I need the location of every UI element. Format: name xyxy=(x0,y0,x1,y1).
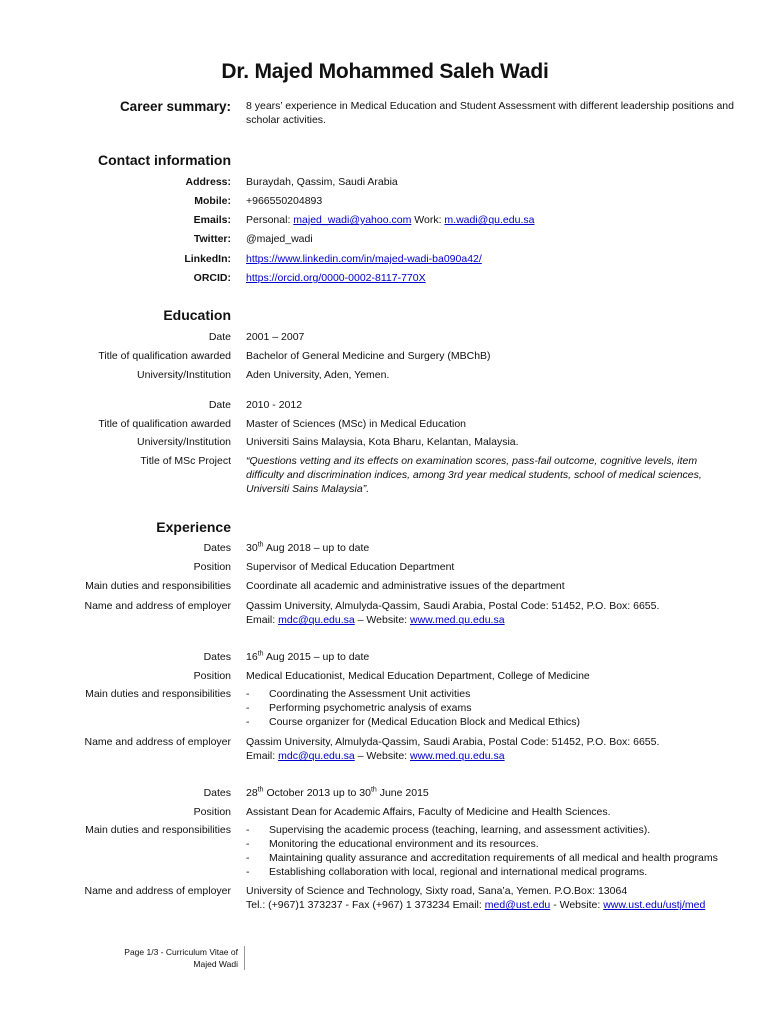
exp1-web-link[interactable]: www.med.qu.edu.sa xyxy=(410,614,505,626)
exp3-web-link[interactable]: www.ust.edu/ustj/med xyxy=(603,899,706,911)
edu2-inst: Universiti Sains Malaysia, Kota Bharu, Kelantan, Malaysia. xyxy=(246,436,519,448)
exp2-web-prefix: – Website: xyxy=(357,750,408,762)
edu1-qual-label: Title of qualification awarded xyxy=(98,350,231,362)
exp2-employer-label: Name and address of employer xyxy=(84,736,231,748)
edu2-qual-label: Title of qualification awarded xyxy=(98,418,231,430)
career-summary-label: Career summary: xyxy=(119,99,231,114)
exp2-email-link[interactable]: mdc@qu.edu.sa xyxy=(278,750,355,762)
exp2-position: Medical Educationist, Medical Education Department, College of Medicine xyxy=(246,670,590,682)
exp3-position: Assistant Dean for Academic Affairs, Faculty of Medicine and Health Sciences. xyxy=(246,806,611,818)
exp2-date-sup: th xyxy=(257,650,264,658)
exp3-employer: University of Science and Technology, Sixty road, Sana’a, Yemen. P.O.Box: 13064 xyxy=(246,885,628,897)
footer-line-1: Page 1/3 - Curriculum Vitae of xyxy=(124,947,238,957)
exp1-web-prefix: – Website: xyxy=(357,614,408,626)
education-section-title: Education xyxy=(163,307,231,323)
exp3-date-day2: 30 xyxy=(359,787,371,799)
duty-item: - Establishing collaboration with local, regional and international medical programs. xyxy=(246,865,736,879)
exp1-date-day: 30 xyxy=(246,542,258,554)
edu2-project: “Questions vetting and its effects on examination scores, pass-fail outcome, cognitive levels, item difficulty and discrimination indices, among 3rd year medical students, school of medical sciences, Universiti Sains Malaysia”. xyxy=(246,455,702,495)
exp3-tel: Tel.: (+967)1 373237 - Fax (+967) 1 373234 Email: xyxy=(246,899,482,911)
exp1-email-prefix: Email: xyxy=(246,614,276,626)
edu1-qual: Bachelor of General Medicine and Surgery (MBChB) xyxy=(246,350,491,362)
personal-email-link[interactable]: majed_wadi@yahoo.com xyxy=(293,214,412,226)
edu2-qual: Master of Sciences (MSc) in Medical Education xyxy=(246,418,467,430)
edu2-date: 2010 - 2012 xyxy=(246,399,303,411)
exp3-duties-label: Main duties and responsibilities xyxy=(85,824,231,836)
exp1-employer-label: Name and address of employer xyxy=(84,600,231,612)
work-email-prefix: Work: xyxy=(414,214,442,226)
exp3-date-rest: June 2015 xyxy=(376,787,429,799)
edu1-date: 2001 – 2007 xyxy=(246,331,305,343)
duty-item: - Course organizer for (Medical Education Block and Medical Ethics) xyxy=(246,715,736,729)
edu1-inst: Aden University, Aden, Yemen. xyxy=(246,369,390,381)
exp2-duties-list xyxy=(246,687,736,729)
edu2-date-label: Date xyxy=(208,399,231,411)
experience-section-title: Experience xyxy=(156,519,231,535)
linkedin-link[interactable]: https://www.linkedin.com/in/majed-wadi-ba090a42/ xyxy=(246,253,482,265)
exp3-date-sup2: th xyxy=(370,786,377,794)
exp3-date-sup: th xyxy=(257,786,264,794)
exp1-duties-label: Main duties and responsibilities xyxy=(85,580,231,592)
exp1-dates xyxy=(246,541,736,555)
mobile-label: Mobile: xyxy=(194,195,231,207)
exp3-web-prefix: - Website: xyxy=(553,899,601,911)
duty-item: - Performing psychometric analysis of exams xyxy=(246,701,736,715)
emails-label: Emails: xyxy=(193,214,231,226)
exp1-date-rest: Aug 2018 – up to date xyxy=(263,542,370,554)
exp2-web-link[interactable]: www.med.qu.edu.sa xyxy=(410,750,505,762)
address-value: Buraydah, Qassim, Saudi Arabia xyxy=(246,176,398,188)
exp2-dates xyxy=(246,650,736,664)
duty-item: - Monitoring the educational environment and its resources. xyxy=(246,837,736,851)
exp2-employer: Qassim University, Almulyda-Qassim, Saudi Arabia, Postal Code: 51452, P.O. Box: 6655. xyxy=(246,736,660,748)
edu2-inst-label: University/Institution xyxy=(137,436,231,448)
exp3-duties-list xyxy=(246,823,736,879)
orcid-label: ORCID: xyxy=(193,272,231,284)
edu1-inst-label: University/Institution xyxy=(137,369,231,381)
orcid-link[interactable]: https://orcid.org/0000-0002-8117-770X xyxy=(246,272,426,284)
exp1-position: Supervisor of Medical Education Department xyxy=(246,561,455,573)
edu2-project-label: Title of MSc Project xyxy=(140,455,231,467)
exp2-date-rest: Aug 2015 – up to date xyxy=(263,651,370,663)
edu1-date-label: Date xyxy=(208,331,231,343)
exp1-date-sup: th xyxy=(257,541,264,549)
exp3-email-link[interactable]: med@ust.edu xyxy=(484,899,551,911)
exp1-position-label: Position xyxy=(193,561,231,573)
contact-section-title: Contact information xyxy=(98,152,231,168)
exp2-duties-label: Main duties and responsibilities xyxy=(85,688,231,700)
exp2-position-label: Position xyxy=(193,670,231,682)
career-summary-text: 8 years’ experience in Medical Education and Student Assessment with different leadership positions and scholar activities. xyxy=(246,100,734,126)
duty-item: - Maintaining quality assurance and accreditation requirements of all medical and health programs xyxy=(246,851,736,865)
address-label: Address: xyxy=(185,176,231,188)
duty-item: - Coordinating the Assessment Unit activities xyxy=(246,687,736,701)
personal-email-prefix: Personal: xyxy=(246,214,291,226)
duty-item: - Supervising the academic process (teaching, learning, and assessment activities). xyxy=(246,823,736,837)
exp3-position-label: Position xyxy=(193,806,231,818)
exp1-duty: Coordinate all academic and administrative issues of the department xyxy=(246,580,565,592)
exp3-dates xyxy=(246,786,736,800)
linkedin-label: LinkedIn: xyxy=(184,253,231,265)
exp2-email-prefix: Email: xyxy=(246,750,276,762)
exp2-dates-label: Dates xyxy=(203,651,231,663)
work-email-link[interactable]: m.wadi@qu.edu.sa xyxy=(444,214,535,226)
exp2-date-day: 16 xyxy=(246,651,258,663)
emails-value xyxy=(246,213,736,227)
twitter-value: @majed_wadi xyxy=(246,233,313,245)
exp1-employer: Qassim University, Almulyda-Qassim, Saudi Arabia, Postal Code: 51452, P.O. Box: 6655. xyxy=(246,600,660,612)
exp3-employer-label: Name and address of employer xyxy=(84,885,231,897)
footer-line-2: Majed Wadi xyxy=(193,959,238,969)
mobile-value: +966550204893 xyxy=(246,195,323,207)
footer-divider xyxy=(244,946,245,970)
exp3-dates-label: Dates xyxy=(203,787,231,799)
cv-name: Dr. Majed Mohammed Saleh Wadi xyxy=(221,60,549,83)
exp1-email-link[interactable]: mdc@qu.edu.sa xyxy=(278,614,355,626)
page-footer xyxy=(100,946,238,970)
exp3-date-day: 28 xyxy=(246,787,258,799)
exp3-date-mid: October 2013 up to xyxy=(263,787,360,799)
twitter-label: Twitter: xyxy=(193,233,231,245)
exp1-dates-label: Dates xyxy=(203,542,231,554)
